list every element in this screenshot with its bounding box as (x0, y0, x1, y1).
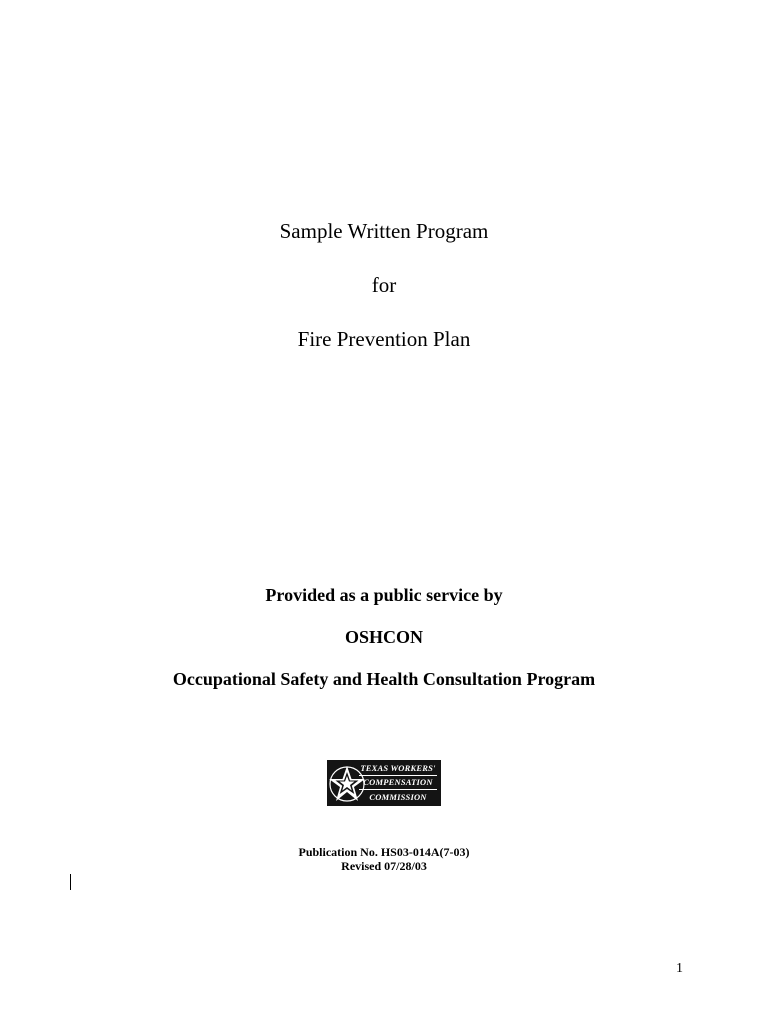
title-line-1: Sample Written Program (279, 219, 489, 243)
provider-acronym: OSHCON (344, 627, 423, 647)
logo-line-3: COMMISSION (369, 792, 427, 802)
revision-bar (70, 874, 71, 890)
publication-number: Publication No. HS03-014A(7-03) (298, 845, 470, 859)
title-line-3: Fire Prevention Plan (297, 327, 471, 351)
logo-line-1: TEXAS WORKERS' (360, 763, 436, 773)
page-number: 1 (676, 961, 683, 976)
logo-divider (359, 775, 437, 776)
provider-name: Occupational Safety and Health Consultation Program (172, 669, 596, 689)
revised-date: Revised 07/28/03 (341, 859, 427, 873)
commission-logo (327, 760, 441, 806)
logo-divider (359, 789, 437, 790)
logo-line-2: COMPENSATION (363, 777, 433, 787)
title-line-2: for (371, 273, 397, 297)
provider-intro: Provided as a public service by (265, 585, 503, 605)
